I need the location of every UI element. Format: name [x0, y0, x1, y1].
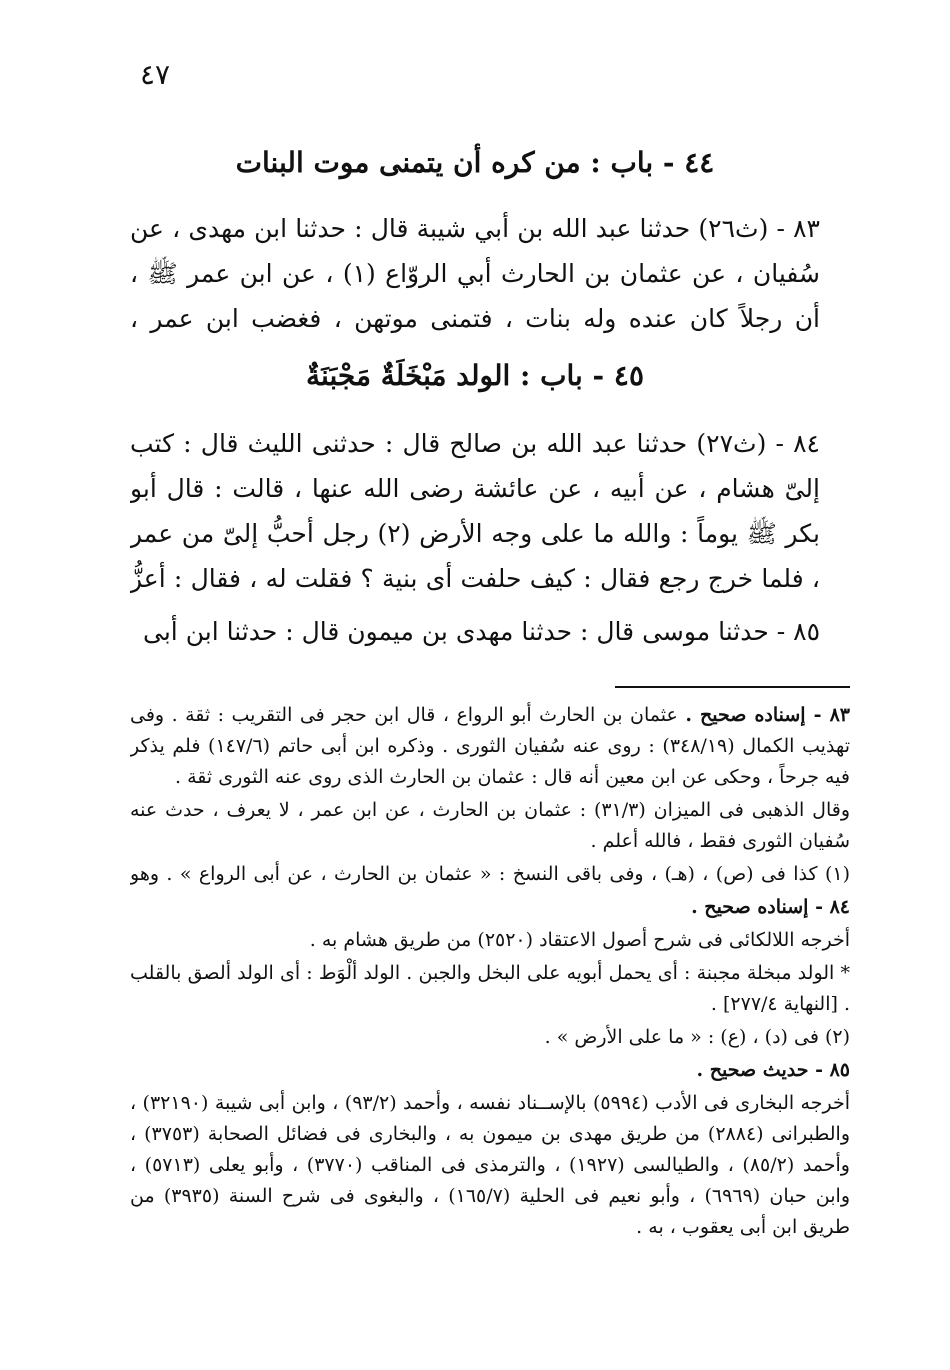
footnotes [130, 700, 850, 1245]
footnote-83-text: عثمان بن الحارث أبو الرواع ، قال ابن حجر فى التقريب : ثقة . وفى تهذيب الكمال (٣٤٨/١٩) : روى عنه سُفيان الثورى . وذكره ابن أبى حاتم (١٤٧/٦) فلم يذكر فيه جرحاً ، وحكى عن ابن معين أنه قال : عثمان بن الحارث الذى روى عنه الثورى ثقة . [130, 704, 850, 788]
footnote-84-heading: ٨٤ - إسناده صحيح . [691, 896, 850, 918]
page-number: ٤٧ [140, 58, 171, 91]
footnote-2: (٢) فى (د) ، (ع) : « ما على الأرض » . [544, 1026, 850, 1048]
hadith-85: ٨٥ - حدثنا موسى قال : حدثنا مهدى بن ميمون قال : حدثنا ابن أبى [143, 617, 820, 646]
footnote-83-heading: ٨٣ - إسناده صحيح . [685, 704, 850, 726]
footnote-84-gloss: * الولد مبخلة مجبنة : أى يحمل أبويه على البخل والجبن . الولد ألْوَط : أى الولد ألصق بالقلب . [النهاية ٢٧٧/٤] . [130, 962, 850, 1015]
footnote-1: (١) كذا فى (ص) ، (هـ) ، وفى باقى النسخ : « عثمان بن الحارث ، عن أبى الرواع » . وهو [130, 863, 850, 885]
hadith-84: ٨٤ - (ث٢٧) حدثنا عبد الله بن صالح قال : حدثنى الليث قال : كتب إلىّ هشام ، عن أبيه ، عن عائشة رضى الله عنها ، قالت : قال أبو بكر ﷺ يوماً : والله ما على وجه الأرض (٢) رجل أحبُّ إلىّ من عمر ، فلما خرج رجع فقال : كيف حلفت أى بنية ؟ فقلت له ، فقال : أعزُّ [130, 429, 820, 593]
footnote-83-dhahabi: وقال الذهبى فى الميزان (٣١/٣) : عثمان بن الحارث ، عن ابن عمر ، لا يعرف ، حدث عنه سُفيان الثورى فقط ، فالله أعلم . [130, 799, 850, 852]
main-text [130, 140, 820, 654]
footnote-85-text: أخرجه البخارى فى الأدب (٥٩٩٤) بالإســناد نفسه ، وأحمد (٩٣/٢) ، وابن أبى شيبة (٣٢١٩٠) ، والطبرانى (٢٨٨٤) من طريق مهدى بن ميمون به ، والبخارى فى فضائل الصحابة (٣٧٥٣) ، وأحمد (٨٥/٢) ، والطيالسى (١٩٢٧) ، والترمذى فى المناقب (٣٧٧٠) ، وأبو يعلى (٥٧١٣) ، وابن حبان (٦٩٦٩) ، وأبو نعيم فى الحلية (١٦٥/٧) ، والبغوى فى شرح السنة (٣٩٣٥) من طريق ابن أبى يعقوب ، به . [130, 1092, 850, 1238]
footnote-83 [130, 700, 850, 793]
hadith-83: ٨٣ - (ث٢٦) حدثنا عبد الله بن أبي شيبة قال : حدثنا ابن مهدى ، عن سُفيان ، عن عثمان بن الحارث أبي الروّاع (١) ، عن ابن عمر ﷺ ، أن رجلاً كان عنده وله بنات ، فتمنى موتهن ، فغضب ابن عمر ، [130, 214, 820, 333]
chapter-heading-45: ٤٥ - باب : الولد مَبْخَلَةٌ مَجْبَنَةٌ [306, 359, 644, 392]
footnote-85-heading: ٨٥ - حديث صحيح . [696, 1059, 850, 1081]
footnote-84-text: أخرجه اللالكائى فى شرح أصول الاعتقاد (٢٥٢٠) من طريق هشام به . [309, 929, 850, 951]
footnote-divider [615, 686, 850, 688]
chapter-heading-44: ٤٤ - باب : من كره أن يتمنى موت البنات [235, 146, 715, 179]
